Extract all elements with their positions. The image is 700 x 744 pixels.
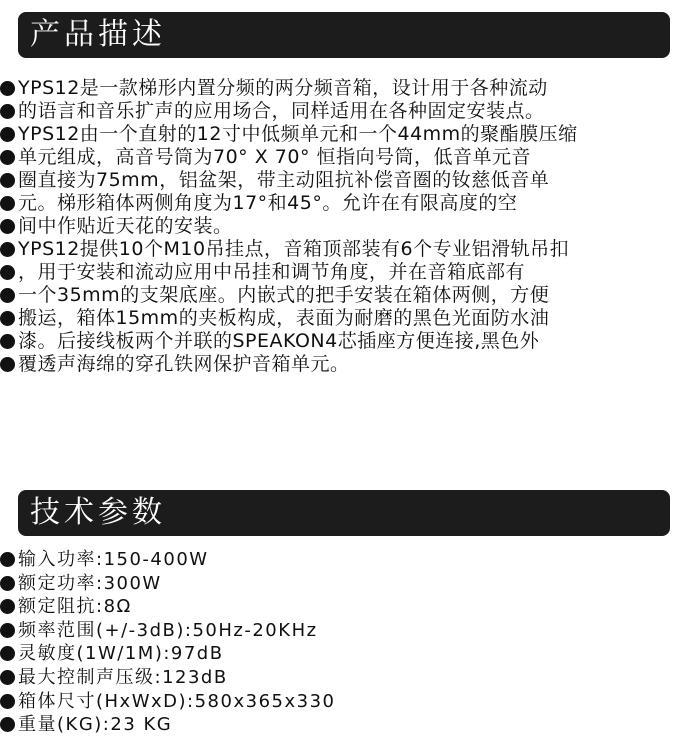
- bullet-icon: [0, 670, 15, 685]
- bullet-icon: [0, 334, 15, 349]
- description-text: 覆透声海绵的穿孔铁网保护音箱单元。: [18, 353, 350, 375]
- description-line: [0, 146, 700, 169]
- description-text: YPS12是一款梯形内置分频的两分频音箱，设计用于各种流动: [18, 77, 548, 99]
- spec-text: 额定阻抗:8Ω: [18, 596, 132, 618]
- description-text: YPS12由一个直射的12寸中低频单元和一个44mm的聚酯膜压缩: [18, 123, 578, 145]
- spec-text: 输入功率:150-400W: [18, 549, 209, 570]
- bullet-icon: [0, 576, 15, 591]
- description-line: [0, 100, 700, 123]
- spec-text: 灵敏度(1W/1M):97dB: [18, 643, 224, 665]
- bullet-icon: [0, 646, 15, 661]
- description-line: [0, 307, 700, 330]
- bullet-icon: [0, 219, 15, 234]
- spec-text: 频率范围(+/-3dB):50Hz-20KHz: [18, 619, 318, 641]
- bullet-icon: [0, 717, 15, 732]
- product-description-title: 产品描述: [30, 17, 166, 52]
- spec-text: 最大控制声压级:123dB: [18, 666, 228, 688]
- description-text: 的语言和音乐扩声的应用场合，同样适用在各种固定安装点。: [18, 100, 545, 122]
- description-line: [0, 238, 700, 261]
- bullet-icon: [0, 173, 15, 188]
- spec-item: [0, 548, 700, 572]
- description-line: [0, 169, 700, 192]
- bullet-icon: [0, 150, 15, 165]
- bullet-icon: [0, 81, 15, 96]
- bullet-icon: [0, 104, 15, 119]
- description-line: [0, 284, 700, 307]
- description-line: [0, 330, 700, 353]
- description-text: 圈直接为75mm，铝盆架，带主动阻抗补偿音圈的钕慈低音单: [18, 169, 550, 191]
- bullet-icon: [0, 311, 15, 326]
- bullet-icon: [0, 265, 15, 280]
- spec-item: [0, 713, 700, 737]
- spec-item: [0, 595, 700, 619]
- bullet-icon: [0, 288, 15, 303]
- spec-text: 额定功率:300W: [18, 572, 162, 594]
- product-description-header: [18, 12, 670, 58]
- description-line: [0, 123, 700, 146]
- description-text: 单元组成，高音号筒为70° X 70° 恒指向号筒，低音单元音: [18, 146, 531, 168]
- description-line: [0, 353, 700, 376]
- description-text: 元。梯形箱体两侧角度为17°和45°。允许在有限高度的空: [18, 192, 518, 214]
- bullet-icon: [0, 552, 15, 567]
- technical-specs-header: [18, 490, 670, 536]
- bullet-icon: [0, 242, 15, 257]
- bullet-icon: [0, 127, 15, 142]
- description-line: [0, 261, 700, 284]
- spec-item: [0, 690, 700, 714]
- description-line: [0, 192, 700, 215]
- description-text: 间中作贴近天花的安装。: [18, 215, 233, 237]
- bullet-icon: [0, 694, 15, 709]
- spec-text: 箱体尺寸(HxWxD):580x365x330: [18, 690, 336, 712]
- description-text: 搬运，箱体15mm的夹板构成，表面为耐磨的黑色光面防水油: [18, 307, 550, 329]
- description-text: YPS12提供10个M10吊挂点，音箱顶部装有6个专业铝滑轨吊扣: [18, 238, 570, 260]
- spec-item: [0, 572, 700, 596]
- spec-item: [0, 642, 700, 666]
- description-line: [0, 77, 700, 100]
- bullet-icon: [0, 196, 15, 211]
- technical-specs-title: 技术参数: [30, 495, 166, 530]
- bullet-icon: [0, 357, 15, 372]
- bullet-icon: [0, 623, 15, 638]
- spec-item: [0, 619, 700, 643]
- description-text: 漆。后接线板两个并联的SPEAKON4芯插座方便连接,黑色外: [18, 330, 540, 352]
- spec-item: [0, 666, 700, 690]
- description-line: [0, 215, 700, 238]
- bullet-icon: [0, 599, 15, 614]
- description-text: ，用于安装和流动应用中吊挂和调节角度，并在音箱底部有: [18, 261, 526, 283]
- technical-specs-list: [0, 548, 700, 737]
- description-text: 一个35mm的支架底座。内嵌式的把手安装在箱体两侧，方便: [18, 284, 550, 306]
- product-description-body: [0, 77, 700, 376]
- spec-text: 重量(KG):23 KG: [18, 714, 173, 736]
